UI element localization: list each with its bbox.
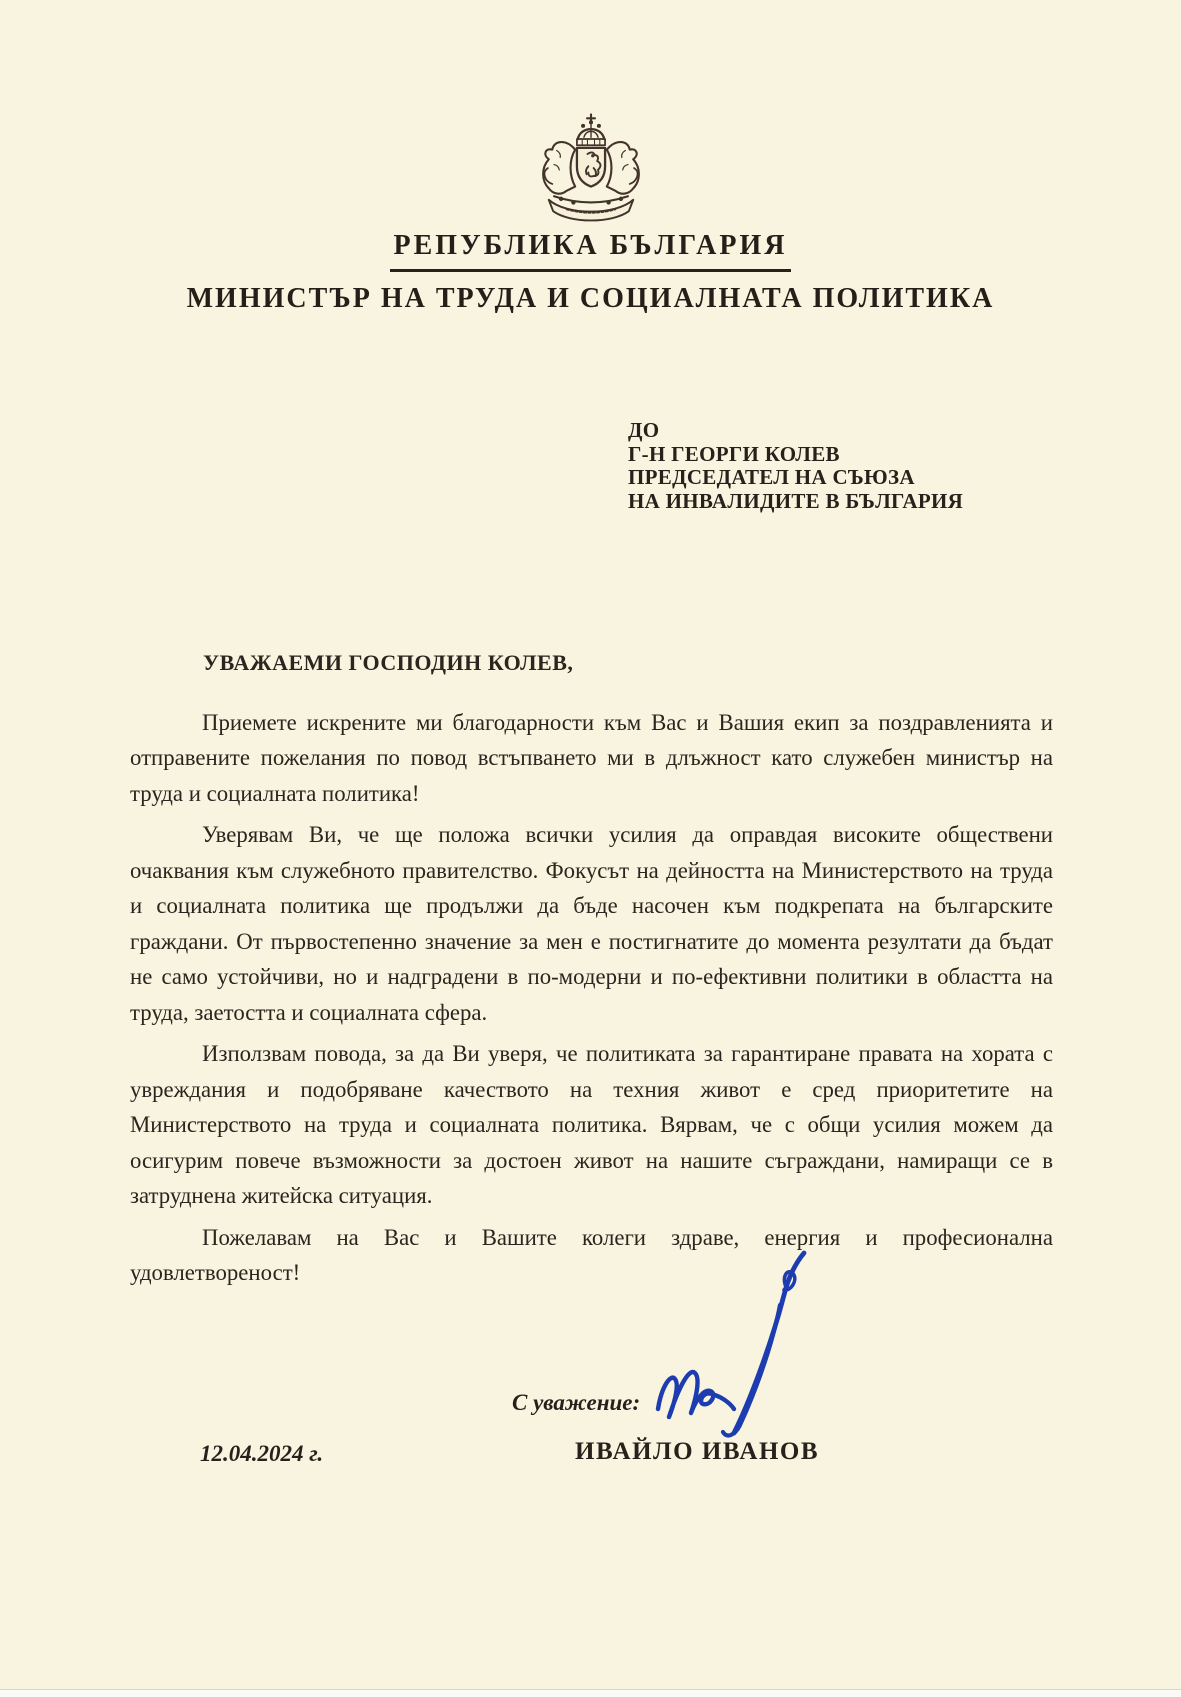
ministry-title: МИНИСТЪР НА ТРУДА И СОЦИАЛНАТА ПОЛИТИКА xyxy=(186,283,995,314)
coat-of-arms-icon xyxy=(503,110,679,242)
recipient-line-to: ДО xyxy=(628,418,660,442)
letter-date: 12.04.2024 г. xyxy=(200,1441,324,1466)
body-paragraph-4: Пожелавам на Вас и Вашите колеги здраве, енергия и професионална удовлетвореност! xyxy=(130,1224,1053,1285)
body-paragraph-1: Приемете искрените ми благодарности към Вас и Вашия екип за поздравленията и отправените пожелания по повод встъпването ми в длъжност като служебен министър на труда и социалната политика! xyxy=(130,709,1053,806)
salutation: УВАЖАЕМИ ГОСПОДИН КОЛЕВ, xyxy=(203,650,574,675)
signature-icon xyxy=(648,1243,818,1453)
republic-title-text: РЕПУБЛИКА БЪЛГАРИЯ xyxy=(390,230,792,272)
recipient-line-name: Г-Н ГЕОРГИ КОЛЕВ xyxy=(628,441,840,466)
republic-title xyxy=(0,230,1181,272)
scan-edge-strip xyxy=(0,1689,1181,1697)
closing-regards-label: С уважение: xyxy=(512,1390,641,1415)
recipient-line-title-1: ПРЕДСЕДАТЕЛ НА СЪЮЗА xyxy=(628,465,915,489)
letter-body xyxy=(130,645,1053,1297)
recipient-block xyxy=(628,419,963,513)
signer-name: ИВАЙЛО ИВАНОВ xyxy=(575,1438,820,1465)
body-paragraph-2: Уверявам Ви, че ще положа всички усилия да оправдая високите обществени очаквания към служебното правителство. Фокусът на дейността на Министерството на труда и социалната политика ще продължи да бъде насочен към подкрепата на българските граждани. От първостепенно значение за мен е постигнатите до момента резултати да бъдат не само устойчиви, но и надградени в по-модерни и по-ефективни политики в областта на труда, заетостта и социалната сфера. xyxy=(130,822,1053,1025)
recipient-line-title-2: НА ИНВАЛИДИТЕ В БЪЛГАРИЯ xyxy=(628,488,964,513)
body-paragraph-3: Използвам повода, за да Ви уверя, че политиката за гарантиране правата на хората с увреждания и подобряване качеството на техния живот е сред приоритетите на Министерството на труда и социалната политика. Вярвам, че с общи усилия можем да осигурим повече възможности за достоен живот на нашите съграждани, намиращи се в затруднена житейска ситуация. xyxy=(130,1041,1053,1208)
